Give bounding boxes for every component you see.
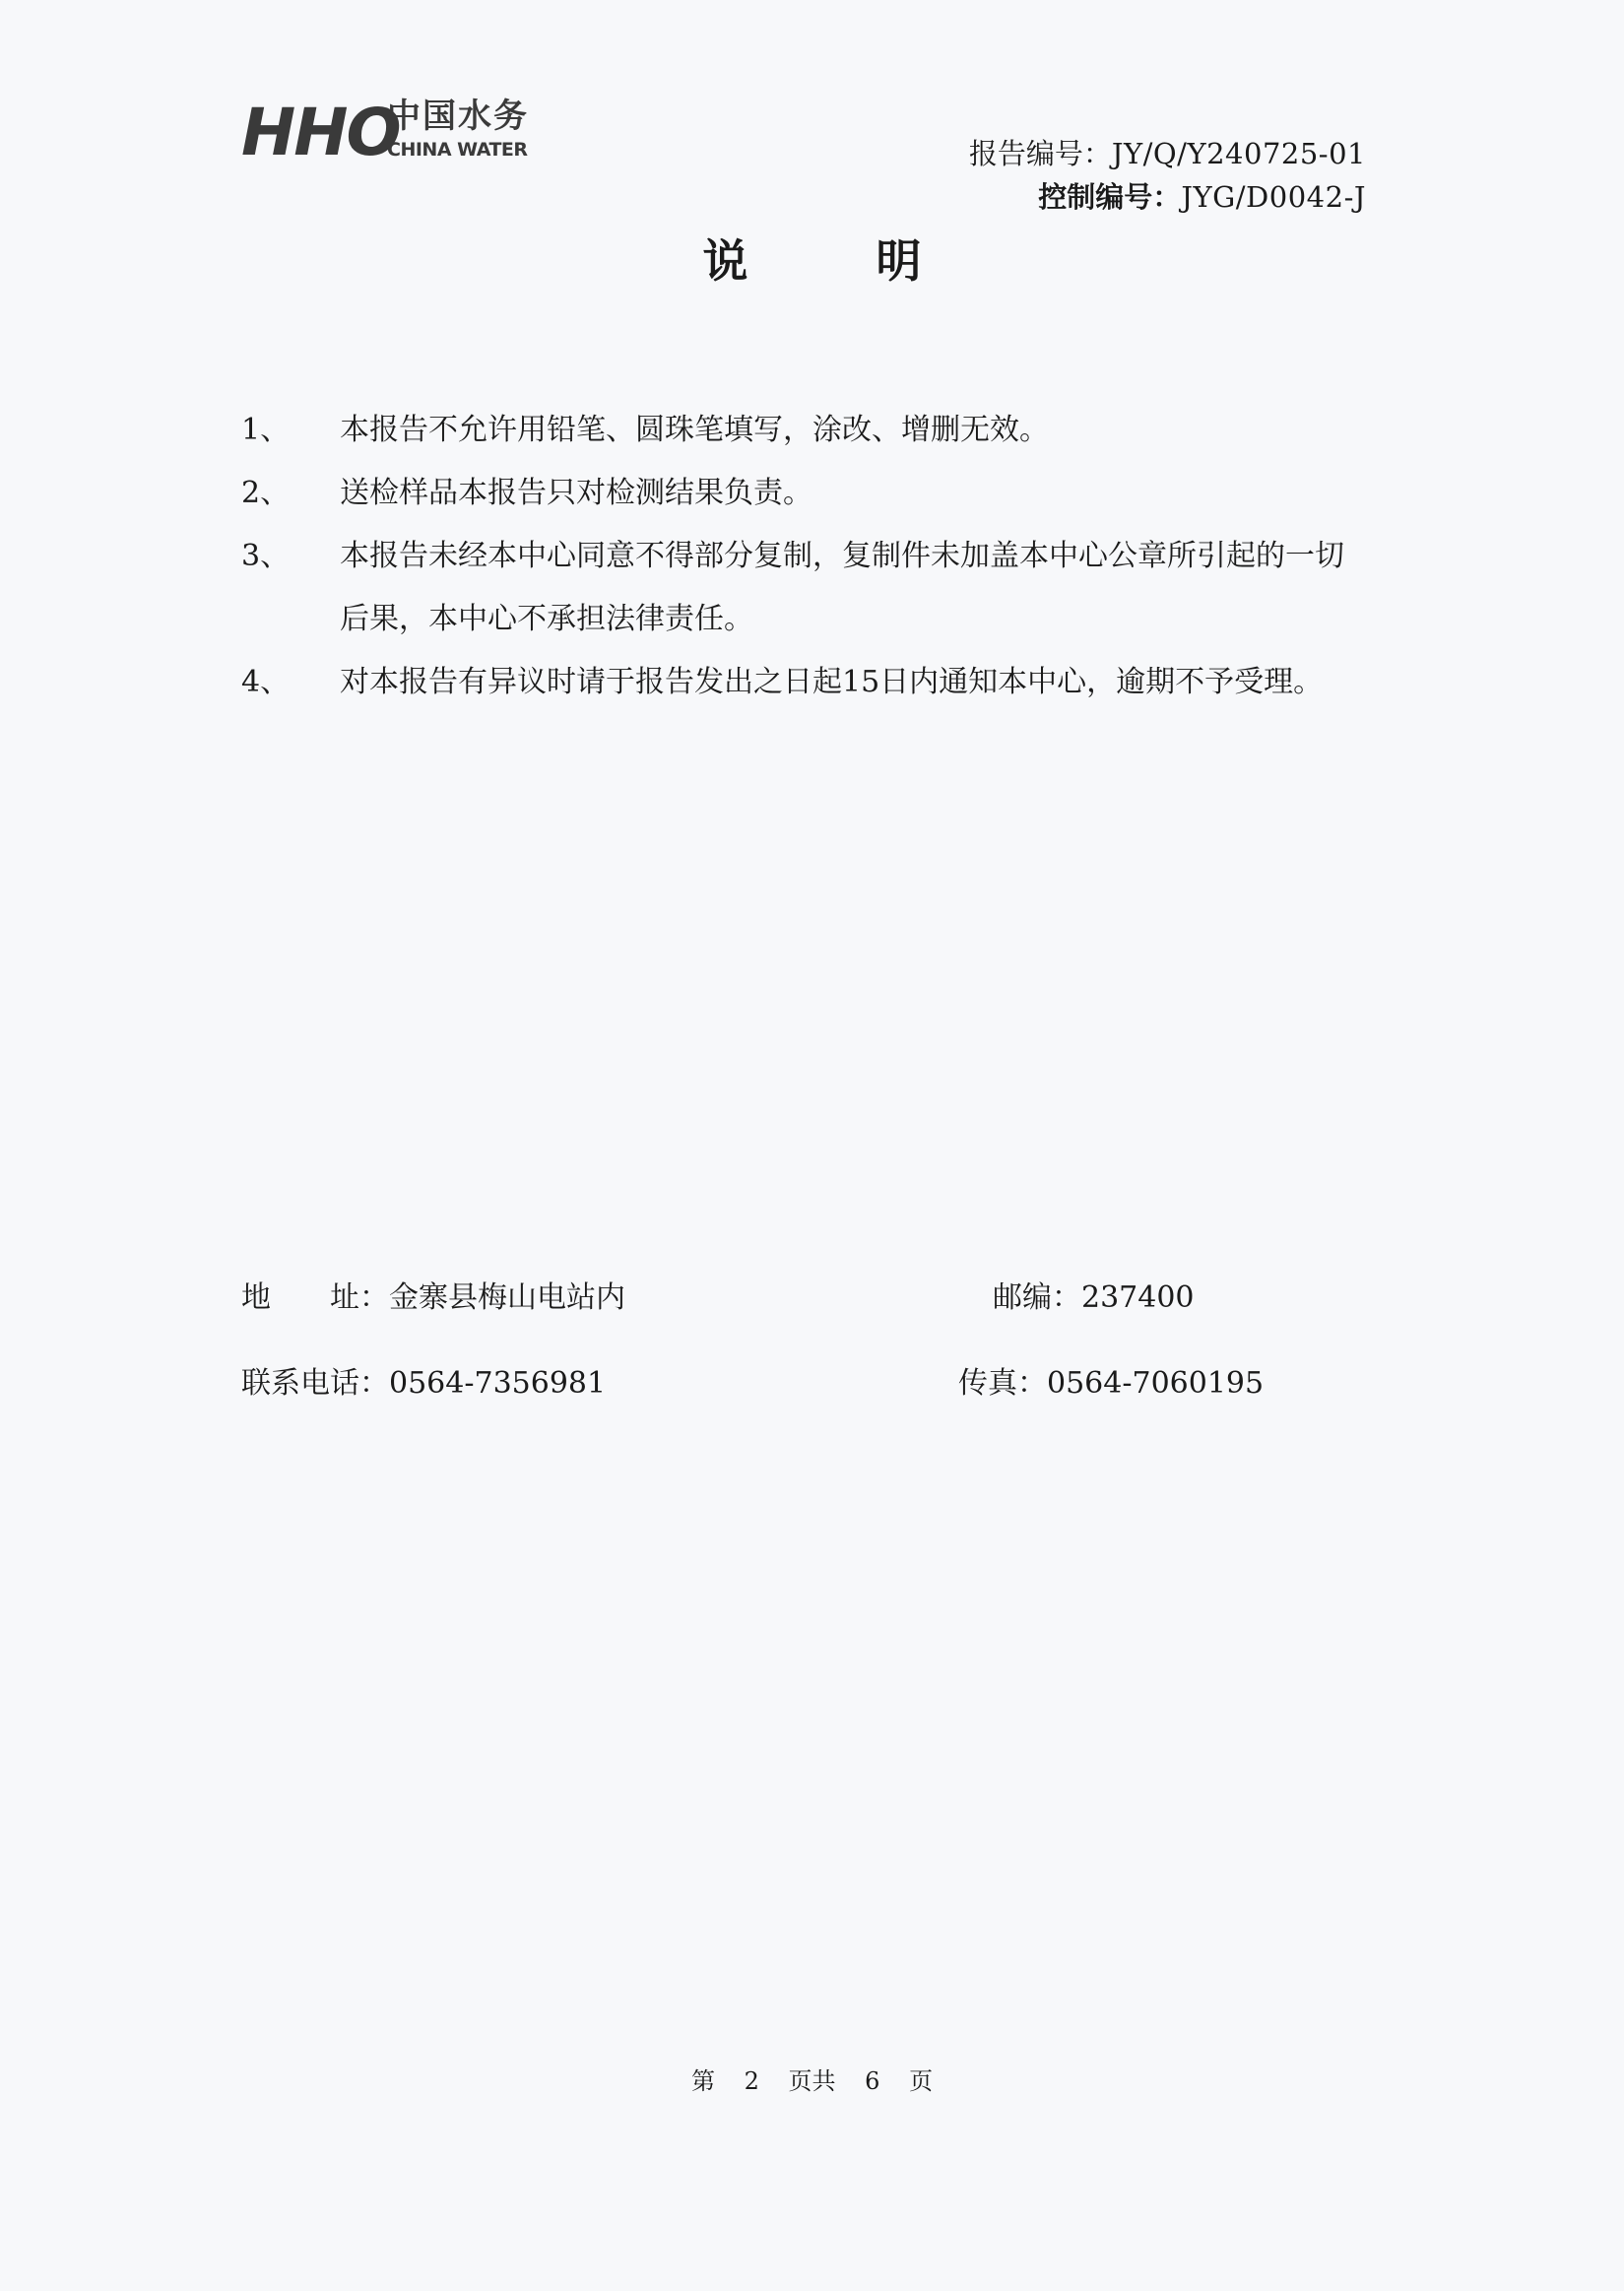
address-line [241, 1278, 625, 1318]
report-number-value: JY/Q/Y240725-01 [1111, 137, 1366, 170]
logo-mark: HHO [241, 95, 400, 170]
report-number [969, 132, 1366, 175]
note-item [241, 651, 1364, 714]
footer-total-pages: 6 [865, 2067, 880, 2095]
footer-middle: 页共 [788, 2067, 836, 2095]
logo-english-name: CHINA WATER [387, 139, 528, 161]
control-number [969, 175, 1366, 219]
fax-line [958, 1364, 1264, 1404]
note-text: 对本报告有异议时请于报告发出之日起15日内通知本中心，逾期不予受理。 [340, 665, 1324, 699]
fax-value: 0564-7060195 [1047, 1366, 1265, 1401]
fax-label: 传真： [958, 1366, 1047, 1401]
note-item [241, 462, 1364, 525]
notes-list [241, 399, 1364, 714]
note-number: 4、 [241, 665, 291, 699]
phone-value: 0564-7356981 [389, 1366, 607, 1401]
postcode-line [993, 1278, 1195, 1318]
note-number: 3、 [241, 539, 291, 573]
note-number: 1、 [241, 413, 291, 447]
note-number: 2、 [241, 476, 291, 510]
postcode-label: 邮编： [993, 1280, 1081, 1315]
footer-prefix: 第 [690, 2067, 715, 2095]
note-item [241, 525, 1364, 651]
logo-chinese-name: 中国水务 [387, 97, 529, 136]
footer-suffix: 页 [909, 2067, 934, 2095]
control-number-label: 控制编号： [1038, 180, 1182, 214]
footer-page-number: 2 [744, 2067, 759, 2095]
report-meta [969, 132, 1366, 219]
note-item [241, 399, 1364, 462]
report-number-label: 报告编号： [968, 137, 1112, 170]
postcode-value: 237400 [1081, 1280, 1195, 1315]
phone-label: 联系电话： [241, 1366, 389, 1401]
page-footer [0, 2066, 1624, 2096]
address-value: 金寨县梅山电站内 [389, 1280, 625, 1315]
note-text: 本报告不允许用铅笔、圆珠笔填写，涂改、增删无效。 [340, 413, 1049, 447]
note-text: 本报告未经本中心同意不得部分复制，复制件未加盖本中心公章所引起的一切后果，本中心不承担法律责任。 [340, 539, 1344, 636]
control-number-value: JYG/D0042-J [1181, 180, 1366, 214]
phone-line [241, 1364, 606, 1404]
page-title: 说明 [702, 234, 1050, 288]
note-text: 送检样品本报告只对检测结果负责。 [340, 476, 812, 510]
address-label: 地 址： [241, 1280, 389, 1315]
